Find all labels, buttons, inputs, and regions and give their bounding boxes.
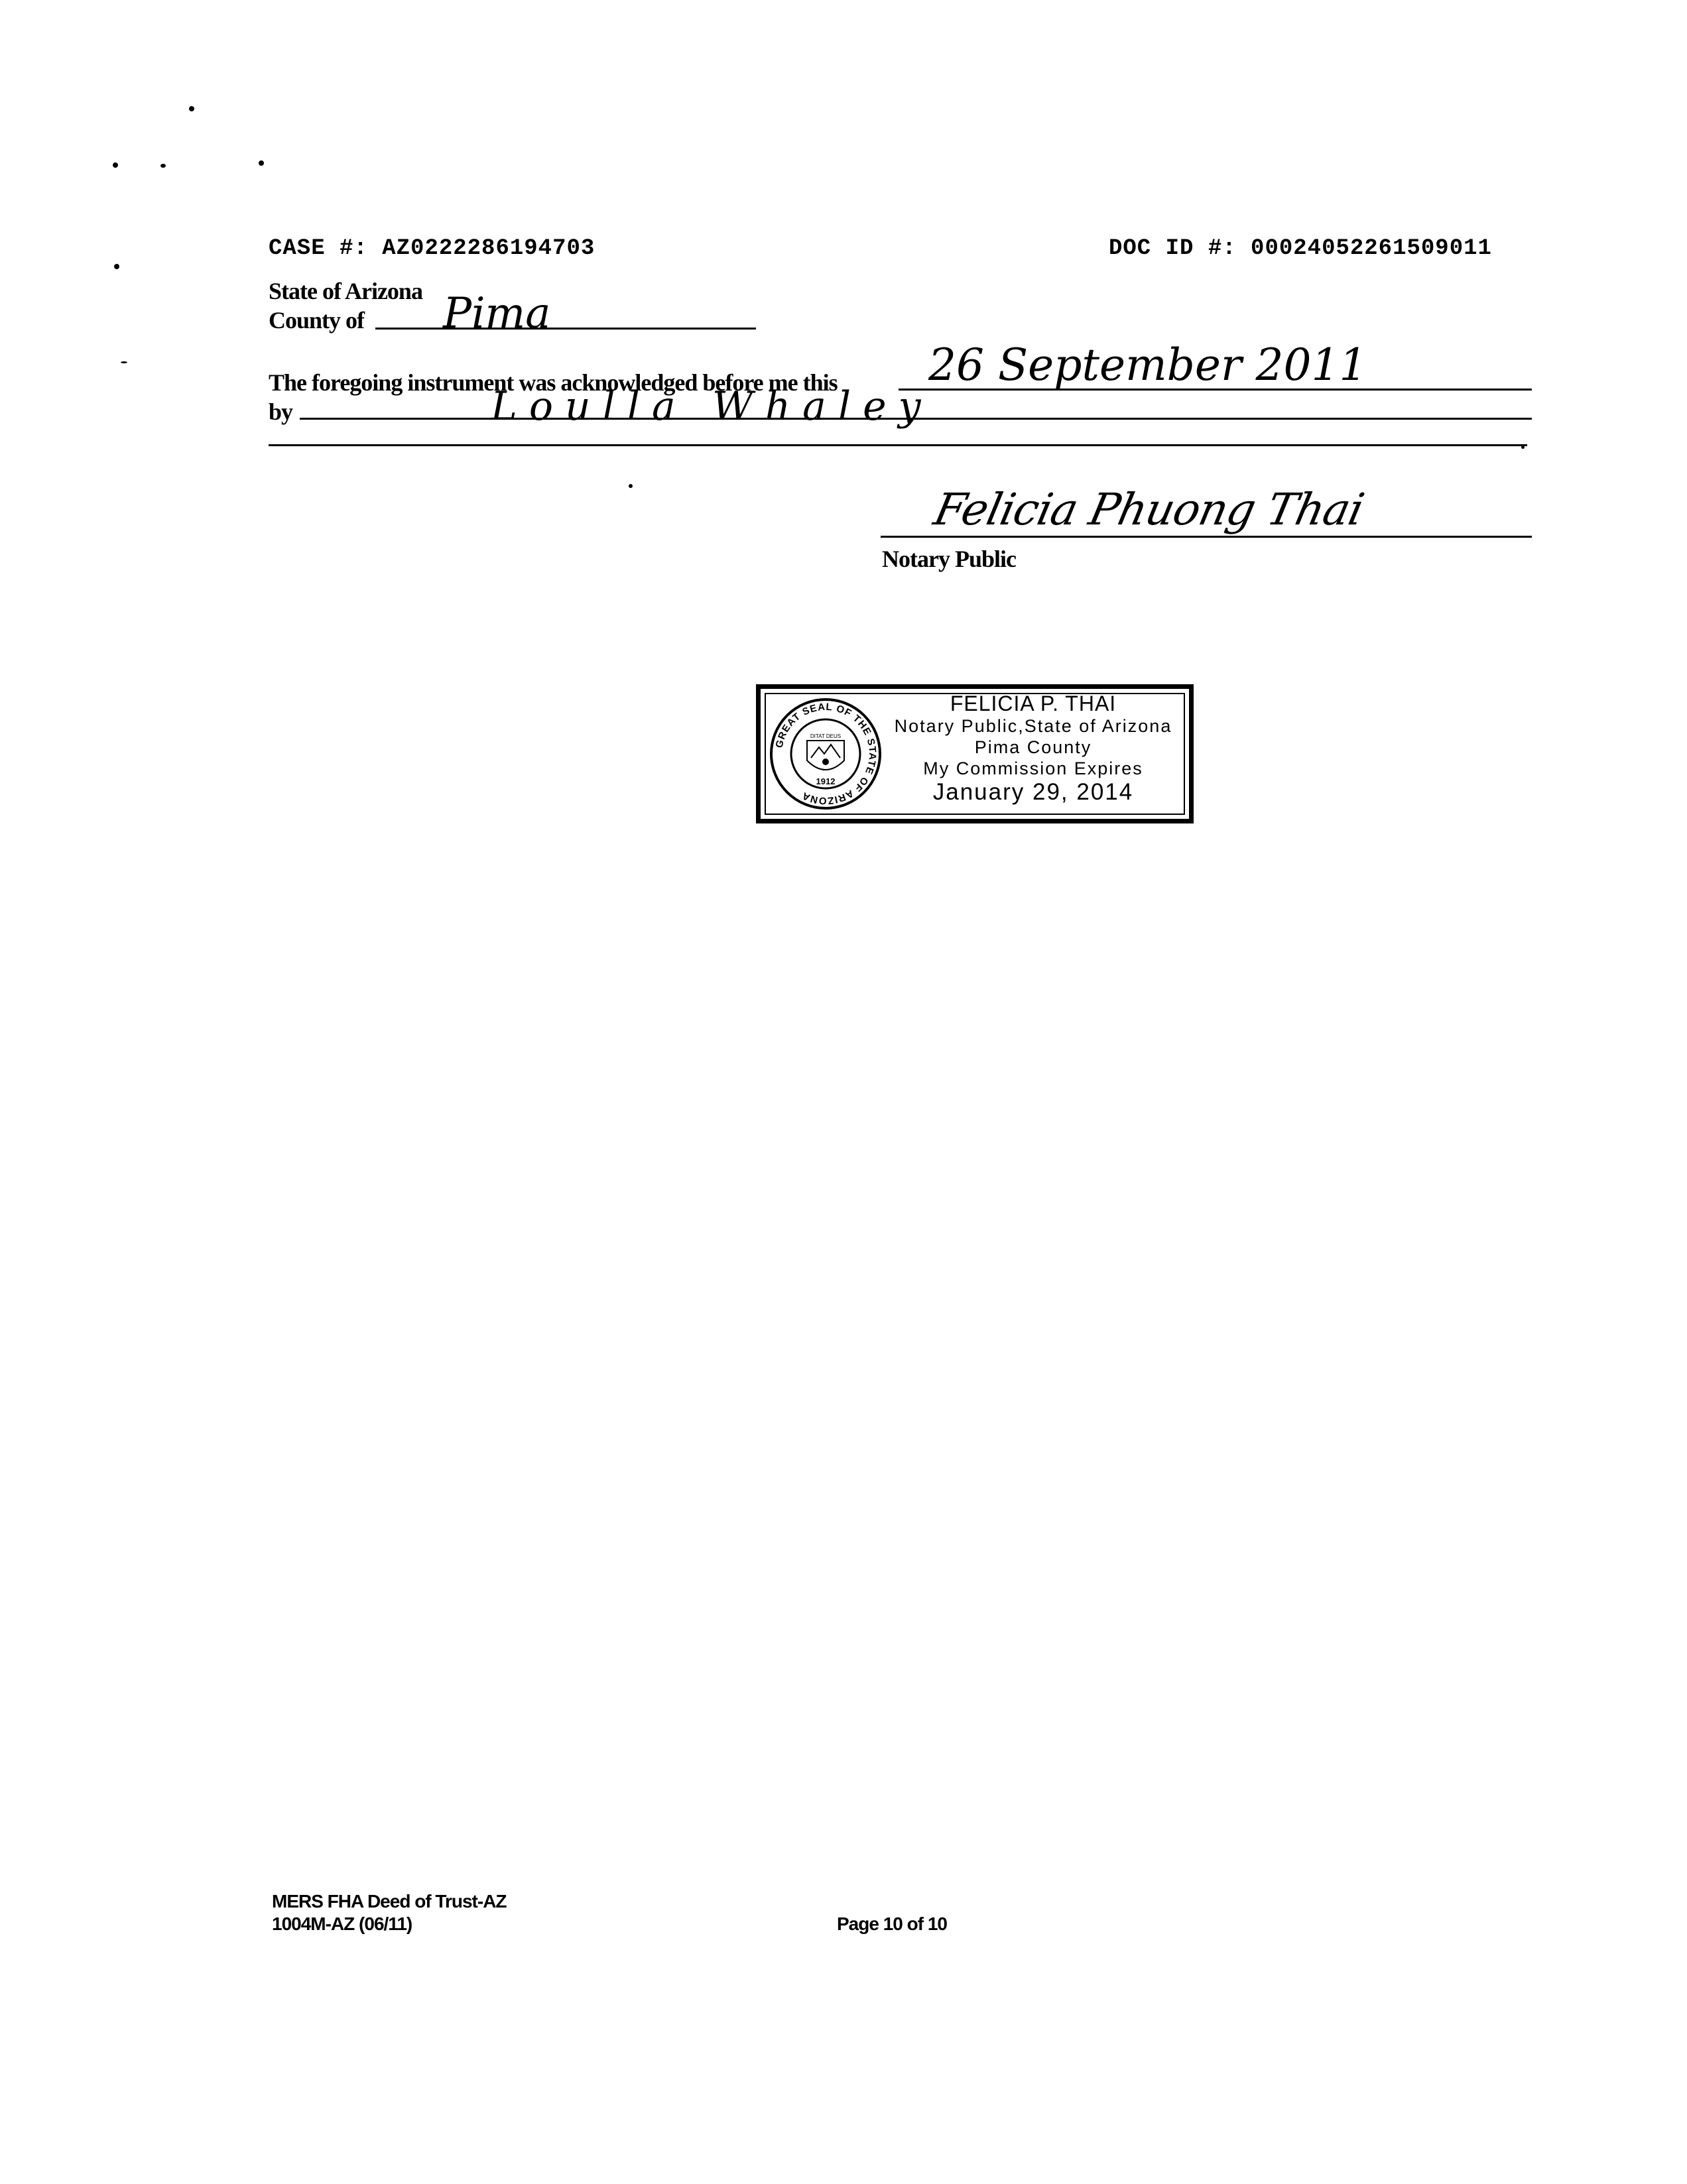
stamp-expiration-date: January 29, 2014: [932, 779, 1134, 805]
notary-public-label: Notary Public: [882, 546, 1016, 572]
scan-speck: [113, 162, 118, 168]
county-handwritten: Pima: [443, 289, 551, 338]
by-label: by: [269, 398, 293, 425]
doc-id-line: [1109, 236, 1492, 261]
arizona-seal-icon: [766, 694, 885, 814]
seal-ring-text: GREAT SEAL OF THE STATE OF ARIZONA: [773, 701, 879, 807]
stamp-county: Pima County: [974, 737, 1092, 757]
foregoing-text: The foregoing instrument was acknowledged before me this: [269, 369, 838, 396]
scan-speck: [160, 164, 166, 168]
scan-speck: [121, 361, 127, 363]
seal-motto: DITAT DEUS: [810, 733, 842, 739]
notary-stamp: [756, 684, 1194, 823]
footer-page-number: Page 10 of 10: [837, 1913, 947, 1934]
by-handwritten: Loulla Whaley: [491, 383, 933, 430]
case-label: CASE #:: [269, 236, 368, 261]
stamp-notary-title: Notary Public,State of Arizona: [894, 716, 1172, 736]
doc-id-label: DOC ID #:: [1109, 236, 1237, 261]
county-label: County of: [269, 307, 365, 334]
stamp-text-block: [880, 692, 1186, 806]
signature-underline: [881, 536, 1532, 538]
blank-underline: [269, 444, 1527, 446]
period-mark: [1521, 446, 1525, 449]
state-label: State of Arizona: [269, 278, 422, 304]
scan-speck: [189, 106, 194, 111]
scan-speck: [259, 160, 264, 166]
stamp-notary-name: FELICIA P. THAI: [950, 692, 1117, 715]
doc-id: 00024052261509011: [1251, 236, 1492, 261]
scan-speck: [114, 264, 119, 269]
date-handwritten: 26 September 2011: [928, 339, 1367, 391]
scan-speck: [629, 484, 633, 488]
notary-signature: Felicia Phuong Thai: [929, 484, 1368, 535]
footer-form-code: 1004M-AZ (06/11): [272, 1913, 412, 1934]
seal-year: 1912: [816, 776, 836, 786]
county-underline: [375, 328, 756, 330]
svg-text:GREAT SEAL OF THE STATE OF ARI: [774, 701, 879, 806]
stamp-commission-label: My Commission Expires: [923, 758, 1143, 778]
case-number: AZ0222286194703: [382, 236, 595, 261]
case-number-line: [269, 236, 595, 261]
footer-form-title: MERS FHA Deed of Trust-AZ: [272, 1891, 507, 1911]
